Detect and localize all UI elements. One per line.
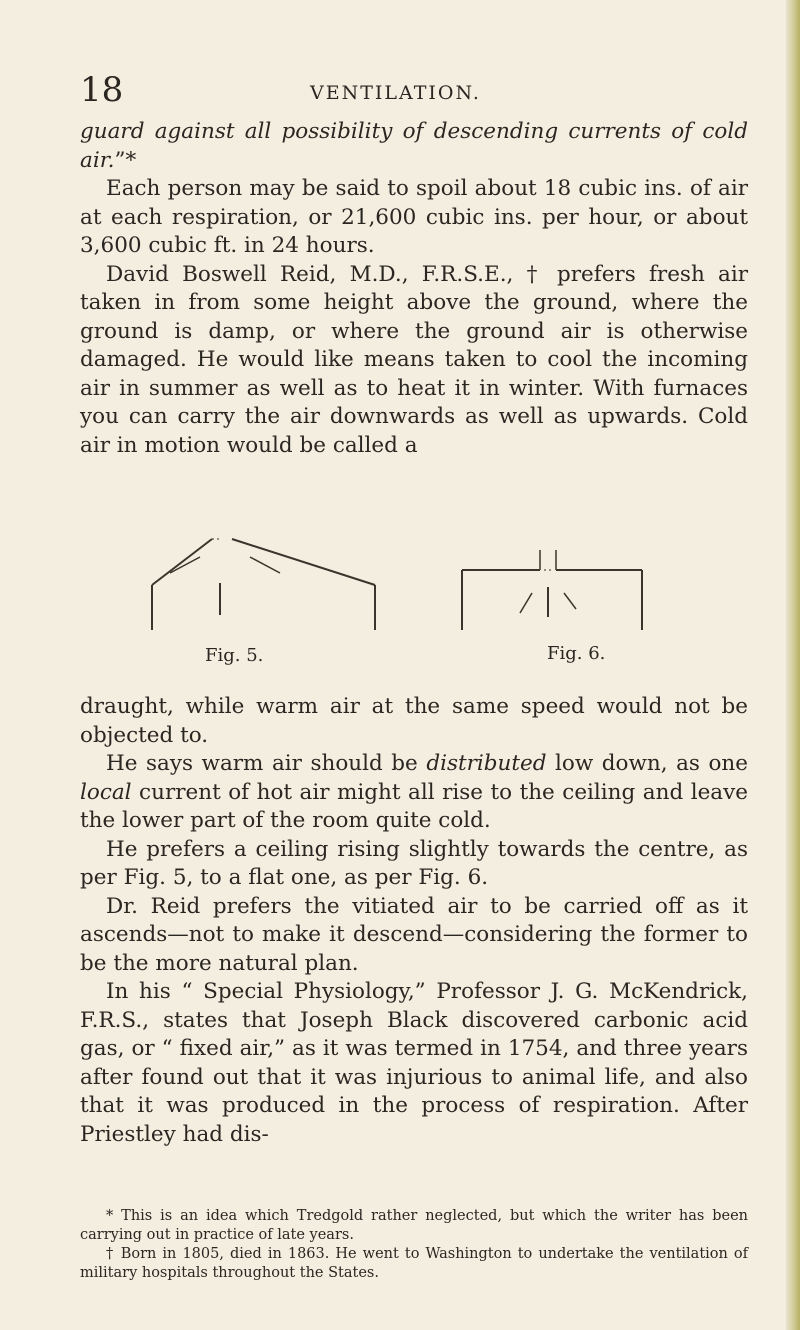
page-edge — [786, 0, 800, 1330]
ceiling-diagrams — [150, 535, 650, 645]
text-run: current of hot air might all rise to the ceiling and leave the lower part of the room quite cold. — [80, 779, 748, 833]
fig5-right-roof — [232, 539, 375, 585]
footnotes — [80, 1207, 748, 1283]
italic-distributed: distributed — [426, 751, 547, 776]
quote-close: ”* — [114, 147, 137, 173]
page-number: 18 — [80, 70, 124, 110]
footnote-2: † Born in 1805, died in 1863. He went to Washington to undertake the ventilation of military hospitals throughout the States. — [80, 1246, 748, 1281]
fig5-diagram — [152, 539, 375, 630]
paragraph-draught: draught, while warm air at the same speed would not be objected to. — [80, 694, 748, 748]
text-run: low down, as one — [546, 751, 748, 776]
text-run: He says warm air should be — [106, 751, 427, 776]
fig6-label: Fig. 6. — [547, 643, 606, 664]
page-header — [80, 72, 740, 112]
footnote-1: * This is an idea which Tredgold rather neglected, but which the writer has been carrying out in practice of late years. — [80, 1208, 748, 1243]
fig6-arrow-left — [520, 593, 532, 613]
paragraph-ceiling: He prefers a ceiling rising slightly towards the centre, as per Fig. 5, to a flat one, as per Fig. 6. — [80, 836, 748, 890]
paragraph-reid: David Boswell Reid, M.D., F.R.S.E., † prefers fresh air taken in from some height above the ground, where the ground is damp, or where the ground air is otherwise damaged. He would like means taken to cool the incoming air in summer as well as to heat it in winter. With furnaces you can carry the air downwards as well as upwards. Cold air in motion would be called a — [80, 261, 748, 458]
fig6-arrow-right — [564, 593, 576, 609]
body-text-top — [80, 118, 748, 460]
paragraph-physiology: In his “ Special Physiology,” Professor J. G. McKendrick, F.R.S., states that Joseph Black discovered carbonic acid gas, or “ fixed air,” as it was termed in 1754, and three years after found out that it was injurious to animal life, and also that it was produced in the process of respiration. After Priestley had dis- — [80, 979, 748, 1147]
running-head: VENTILATION. — [310, 82, 481, 104]
paragraph-warm-air — [80, 750, 748, 836]
paragraph-respiration: Each person may be said to spoil about 18 cubic ins. of air at each respiration, or 21,600 cubic ins. per hour, or about 3,600 cubic ft. in 24 hours. — [80, 176, 748, 258]
italic-quote: guard against all possibility of descending currents of cold air. — [80, 119, 748, 173]
paragraph-vitiated-air: Dr. Reid prefers the vitiated air to be carried off as it ascends—not to make it descend—considering the former to be the more natural plan. — [80, 893, 748, 976]
fig5-left-roof — [152, 539, 212, 585]
paragraph-continuation — [80, 118, 748, 175]
italic-local: local — [80, 779, 132, 805]
fig6-diagram — [462, 550, 642, 630]
fig5-label: Fig. 5. — [205, 645, 264, 666]
figures — [150, 535, 650, 675]
body-text-bottom — [80, 693, 748, 1149]
fig5-arrow-right — [250, 557, 280, 573]
